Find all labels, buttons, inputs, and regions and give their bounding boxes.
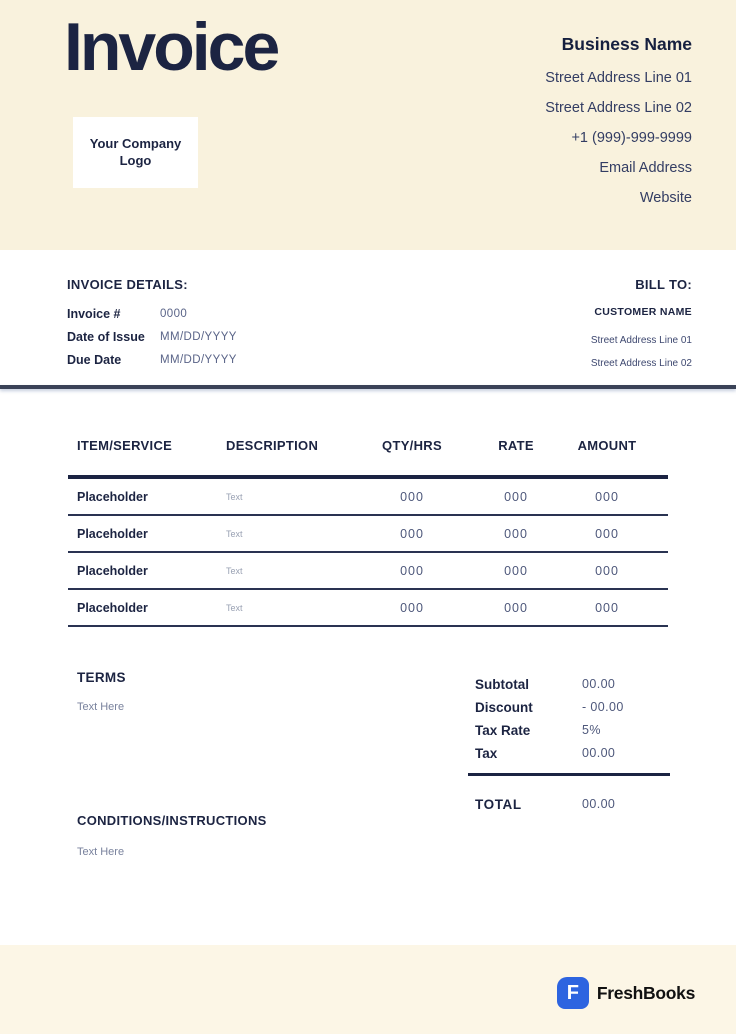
amount-cell: 000 bbox=[595, 526, 619, 541]
subtotal-label: Subtotal bbox=[475, 677, 529, 692]
qty-cell: 000 bbox=[400, 489, 424, 504]
description-cell: Text bbox=[226, 491, 243, 502]
date-of-issue-row bbox=[67, 326, 237, 349]
conditions-heading: CONDITIONS/INSTRUCTIONS bbox=[77, 813, 267, 828]
table-row bbox=[68, 590, 668, 627]
bill-to-block bbox=[591, 277, 692, 375]
qty-cell: 000 bbox=[400, 563, 424, 578]
tax-rate-label: Tax Rate bbox=[475, 723, 531, 738]
business-phone: +1 (999)-999-9999 bbox=[571, 130, 692, 146]
amount-cell: 000 bbox=[595, 489, 619, 504]
due-date-value: MM/DD/YYYY bbox=[160, 354, 237, 366]
amount-cell: 000 bbox=[595, 563, 619, 578]
invoice-details-block bbox=[67, 277, 237, 372]
table-header-row bbox=[68, 438, 668, 453]
discount-value: - 00.00 bbox=[582, 700, 624, 714]
rate-cell: 000 bbox=[504, 526, 528, 541]
freshbooks-logo-icon: F bbox=[557, 977, 589, 1009]
column-header-qty: QTY/HRS bbox=[382, 438, 442, 453]
due-date-label: Due Date bbox=[67, 353, 122, 367]
grand-total-label: TOTAL bbox=[475, 797, 522, 812]
tax-rate-value: 5% bbox=[582, 723, 601, 737]
business-website: Website bbox=[639, 190, 692, 206]
business-address-line-1: Street Address Line 01 bbox=[545, 70, 692, 86]
totals-divider bbox=[468, 773, 670, 776]
business-address-line-2: Street Address Line 02 bbox=[545, 100, 692, 116]
rate-cell: 000 bbox=[504, 600, 528, 615]
hero-header bbox=[0, 0, 736, 250]
item-cell: Placeholder bbox=[77, 526, 148, 541]
header-section-divider bbox=[0, 385, 736, 389]
business-name: Business Name bbox=[561, 34, 692, 54]
company-logo-placeholder bbox=[73, 117, 198, 188]
terms-text: Text Here bbox=[77, 701, 125, 713]
description-cell: Text bbox=[226, 602, 243, 613]
description-cell: Text bbox=[226, 565, 243, 576]
item-cell: Placeholder bbox=[77, 600, 148, 615]
qty-cell: 000 bbox=[400, 600, 424, 615]
due-date-row bbox=[67, 349, 237, 372]
discount-label: Discount bbox=[475, 700, 533, 715]
customer-address-line-1: Street Address Line 01 bbox=[590, 335, 692, 346]
grand-total-row bbox=[475, 793, 670, 816]
amount-cell: 000 bbox=[595, 600, 619, 615]
column-header-item: ITEM/SERVICE bbox=[77, 438, 173, 453]
freshbooks-brand bbox=[557, 977, 695, 1009]
invoice-number-row bbox=[67, 303, 237, 326]
tax-value: 00.00 bbox=[582, 746, 616, 760]
totals-block bbox=[475, 673, 670, 816]
rate-cell: 000 bbox=[504, 489, 528, 504]
table-row bbox=[68, 553, 668, 590]
column-header-description: DESCRIPTION bbox=[226, 438, 319, 453]
item-cell: Placeholder bbox=[77, 489, 148, 504]
date-of-issue-value: MM/DD/YYYY bbox=[160, 331, 237, 343]
item-cell: Placeholder bbox=[77, 563, 148, 578]
business-email: Email Address bbox=[599, 160, 692, 176]
grand-total-value: 00.00 bbox=[582, 797, 616, 811]
line-items-table bbox=[68, 438, 668, 627]
tax-rate-row bbox=[475, 719, 670, 742]
terms-heading: TERMS bbox=[77, 670, 126, 685]
tax-row bbox=[475, 742, 670, 765]
subtotal-value: 00.00 bbox=[582, 677, 616, 691]
customer-address-line-2: Street Address Line 02 bbox=[590, 357, 692, 369]
table-row bbox=[68, 516, 668, 553]
freshbooks-wordmark: FreshBooks bbox=[596, 982, 695, 1003]
conditions-text: Text Here bbox=[77, 846, 125, 858]
customer-name: CUSTOMER NAME bbox=[594, 306, 692, 318]
invoice-number-label: Invoice # bbox=[67, 307, 121, 321]
subtotal-row bbox=[475, 673, 670, 696]
company-logo-text: Your Company Logo bbox=[89, 135, 182, 168]
footer-band bbox=[0, 945, 736, 1034]
date-of-issue-label: Date of Issue bbox=[67, 330, 145, 344]
page-title: Invoice bbox=[64, 9, 278, 85]
description-cell: Text bbox=[226, 528, 243, 539]
business-contact-block bbox=[545, 34, 692, 213]
invoice-number-value: 0000 bbox=[160, 308, 188, 320]
bill-to-heading: BILL TO: bbox=[635, 277, 692, 292]
tax-label: Tax bbox=[475, 746, 498, 761]
column-header-amount: AMOUNT bbox=[577, 438, 637, 453]
qty-cell: 000 bbox=[400, 526, 424, 541]
discount-row bbox=[475, 696, 670, 719]
invoice-details-heading: INVOICE DETAILS: bbox=[67, 277, 188, 292]
table-row bbox=[68, 479, 668, 516]
column-header-rate: RATE bbox=[498, 438, 534, 453]
rate-cell: 000 bbox=[504, 563, 528, 578]
